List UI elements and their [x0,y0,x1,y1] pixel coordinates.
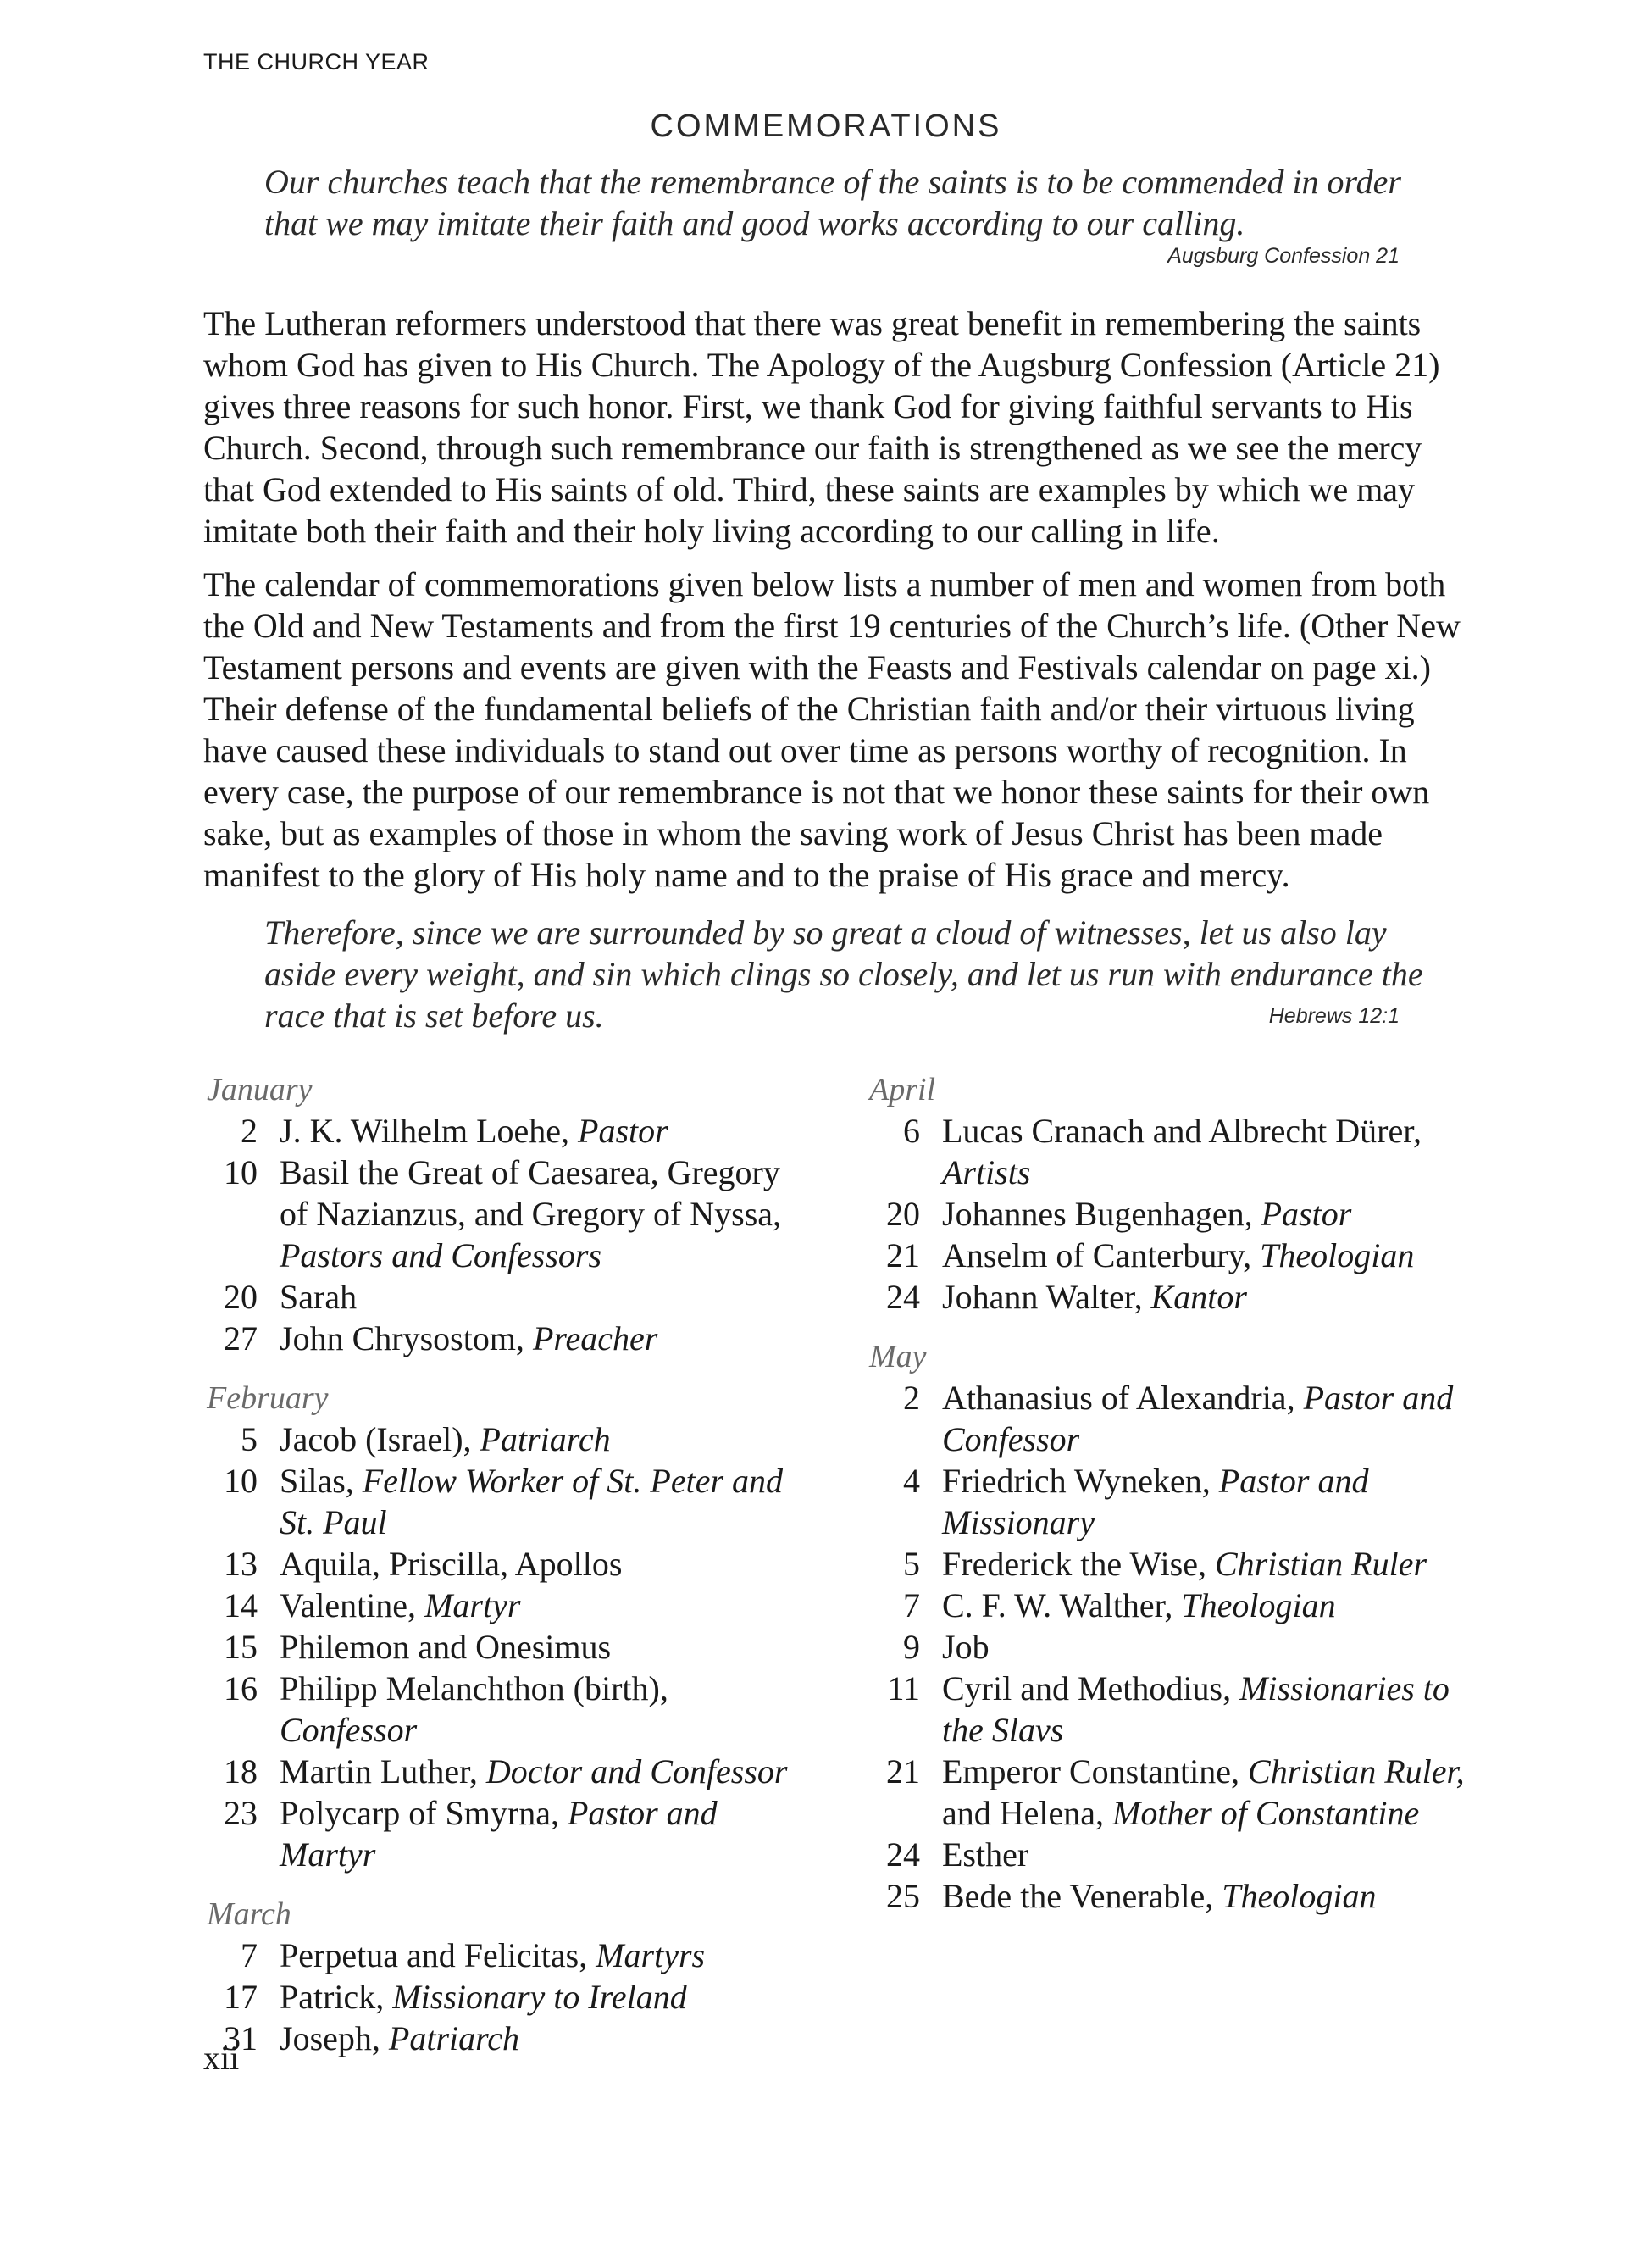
entry-day: 14 [224,1586,258,1624]
commemoration-entry [203,1626,813,1668]
entry-text [920,1377,1476,1460]
scripture-quote: Therefore, since we are surrounded by so great a cloud of witnesses, let us also lay aside every weight, and sin which clings so closely, and let us run with endurance the race that is set before us. [264,913,1423,1035]
commemoration-entry [866,1585,1476,1626]
page-title: COMMEMORATIONS [650,108,1002,144]
commemoration-entry [203,1152,813,1276]
commemoration-entry [866,1193,1476,1235]
entry-day: 27 [224,1319,258,1357]
entry-text [258,1318,813,1359]
month-heading: February [207,1380,329,1416]
entry-text [920,1585,1476,1626]
calendar-column-right [866,1069,1476,1935]
entry-text [920,1626,1476,1668]
commemoration-entry [203,1935,813,1976]
entry-title: Pastor and Martyr [280,1794,718,1874]
entry-text [258,1668,813,1751]
commemoration-entry [866,1543,1476,1585]
entry-name: Johann Walter, [942,1278,1151,1316]
entry-text [258,2018,813,2059]
entry-name: Johannes Bugenhagen, [942,1195,1261,1233]
commemoration-entry [866,1460,1476,1543]
entry-text [258,1626,813,1668]
entry-title: Pastor [578,1112,668,1150]
entry-day: 15 [224,1628,258,1666]
entry-name: and Helena, [942,1794,1113,1832]
entry-day: 10 [224,1462,258,1500]
entry-day: 10 [224,1153,258,1191]
entry-text [258,1460,813,1543]
entry-title: Pastor [1261,1195,1352,1233]
body-paragraph-2: The calendar of commemorations given below lists a number of men and women from both the Old and New Testaments and from the first 19 centuries of the Church’s life. (Other New Testament persons and events are given with the Feasts and Festivals calendar on page xi.) Their defense of the fundamental beliefs of the Christian faith and/or their virtuous living have caused these individuals to stand out over time as persons worthy of recognition. In every case, the purpose of our remembrance is not that we honor these saints for their own sake, but as examples of those in whom the saving work of Jesus Christ has been made manifest to the glory of His holy name and to the praise of His grace and mercy. [203,565,1461,894]
entry-text [920,1460,1476,1543]
commemoration-entry [866,1377,1476,1460]
entry-title: Pastors and Confessors [280,1236,602,1274]
month-heading: March [207,1896,291,1932]
month-block [203,1378,813,1875]
entry-day: 25 [886,1877,920,1915]
entry-name: Esther [942,1835,1029,1874]
commemoration-entry [203,1543,813,1585]
commemoration-entry [203,1110,813,1152]
entry-day: 20 [886,1195,920,1233]
entry-title: Missionary to Ireland [392,1978,687,2016]
entry-text [258,1935,813,1976]
commemoration-entry [203,1585,813,1626]
month-heading: April [869,1072,936,1108]
entry-text [920,1276,1476,1318]
commemoration-entry [866,1751,1476,1834]
entry-day: 24 [886,1835,920,1874]
entry-title: Martyrs [596,1936,706,1974]
entry-day: 16 [224,1669,258,1707]
entry-text [920,1235,1476,1276]
calendar-column-left [203,1069,813,2078]
entry-day: 5 [903,1545,920,1583]
entry-title: Fellow Worker of St. Peter and St. Paul [280,1462,784,1541]
entry-text [258,1276,813,1318]
entry-text [920,1751,1476,1834]
entry-name: Valentine, [280,1586,425,1624]
entry-name: Philipp Melanchthon (birth), [280,1669,668,1707]
entry-day: 9 [903,1628,920,1666]
commemoration-entry [866,1110,1476,1193]
entry-text [258,1152,813,1276]
commemoration-entry [203,1751,813,1792]
entry-name: Anselm of Canterbury, [942,1236,1261,1274]
entry-name: Cyril and Methodius, [942,1669,1240,1707]
entry-title: Martyr [424,1586,521,1624]
entry-text [258,1418,813,1460]
entry-name: Philemon and Onesimus [280,1628,612,1666]
entry-text [920,1193,1476,1235]
entry-name: Bede the Venerable, [942,1877,1222,1915]
entry-text [258,1585,813,1626]
entry-day: 17 [224,1978,258,2016]
page-number: xii [203,2039,240,2077]
commemoration-entry [866,1834,1476,1875]
entry-title: Theologian [1260,1236,1415,1274]
entry-name: Jacob (Israel), [280,1420,480,1458]
entry-day: 2 [903,1379,920,1417]
commemoration-entry [203,1668,813,1751]
entry-day: 4 [903,1462,920,1500]
commemoration-entry [203,1792,813,1875]
entry-name: Athanasius of Alexandria, [942,1379,1304,1417]
entry-day: 21 [886,1752,920,1790]
entry-day: 13 [224,1545,258,1583]
epigraph-quote: Our churches teach that the remembrance of the saints is to be commended in order that we may imitate their faith and good works according to our calling. [264,163,1401,242]
epigraph-citation: Augsburg Confession 21 [1167,244,1400,268]
commemoration-entry [866,1626,1476,1668]
entry-name: Silas, [280,1462,363,1500]
entry-day: 20 [224,1278,258,1316]
entry-title: Pastor and Missionary [942,1462,1369,1541]
month-block [866,1336,1476,1917]
month-heading: May [869,1339,927,1374]
entry-name: Martin Luther, [280,1752,486,1790]
commemoration-entry [866,1875,1476,1917]
entry-text [258,1792,813,1875]
entry-text [258,1543,813,1585]
entry-name: Job [942,1628,990,1666]
commemoration-entry [203,2018,813,2059]
entry-title: Preacher [532,1319,658,1357]
entry-title: Confessor [280,1711,418,1749]
entry-name: J. K. Wilhelm Loehe, [280,1112,579,1150]
entry-name: John Chrysostom, [280,1319,533,1357]
entry-name: Lucas Cranach and Albrecht Dürer, [942,1112,1422,1150]
entry-title: Christian Ruler, [1248,1752,1465,1790]
entry-name: Sarah [280,1278,358,1316]
entry-text [258,1976,813,2018]
commemoration-entry [203,1418,813,1460]
entry-name: Patrick, [280,1978,393,2016]
month-block [203,1894,813,2059]
entry-name: Friedrich Wyneken, [942,1462,1219,1500]
entry-name: C. F. W. Walther, [942,1586,1182,1624]
entry-title: Theologian [1222,1877,1377,1915]
entry-text [920,1110,1476,1193]
entry-day: 5 [241,1420,258,1458]
scripture-citation: Hebrews 12:1 [1268,1004,1400,1028]
entry-day: 21 [886,1236,920,1274]
entry-name: Basil the Great of Caesarea, Gregory of Nazianzus, and Gregory of Nyssa, [280,1153,782,1233]
entry-title: Artists [942,1153,1031,1191]
entry-text [920,1875,1476,1917]
entry-text [920,1668,1476,1751]
entry-title: Patriarch [388,2019,519,2057]
running-head: THE CHURCH YEAR [203,49,430,75]
entry-text [920,1834,1476,1875]
entry-day: 11 [887,1669,920,1707]
entry-title: Patriarch [480,1420,611,1458]
entry-name: Perpetua and Felicitas, [280,1936,596,1974]
entry-name: Joseph, [280,2019,389,2057]
entry-name: Polycarp of Smyrna, [280,1794,568,1832]
entry-day: 18 [224,1752,258,1790]
entry-title: Kantor [1150,1278,1247,1316]
commemoration-entry [203,1276,813,1318]
entry-title: Missionaries to the Slavs [942,1669,1450,1749]
entry-text [258,1110,813,1152]
body-paragraph-1: The Lutheran reformers understood that there was great benefit in remembering the saints whom God has given to His Church. The Apology of the Augsburg Confession (Article 21) gives three reasons for such honor. First, we thank God for giving faithful servants to His Church. Second, through such remembrance our faith is strengthened as we see the mercy that God extended to His saints of old. Third, these saints are examples by which we may imitate both their faith and their holy living according to our calling in life. [203,304,1440,550]
entry-title: Doctor and Confessor [485,1752,788,1790]
entry-title: Theologian [1181,1586,1336,1624]
entry-title: Christian Ruler [1215,1545,1427,1583]
entry-day: 31 [224,2019,258,2057]
entry-day: 7 [903,1586,920,1624]
entry-day: 23 [224,1794,258,1832]
entry-day: 7 [241,1936,258,1974]
entry-day: 24 [886,1278,920,1316]
entry-text [920,1543,1476,1585]
month-block [203,1069,813,1359]
entry-text [258,1751,813,1792]
commemoration-entry [203,1976,813,2018]
commemoration-entry [866,1235,1476,1276]
entry-title: Mother of Constantine [1112,1794,1420,1832]
entry-day: 2 [241,1112,258,1150]
commemoration-entry [203,1460,813,1543]
entry-day: 6 [903,1112,920,1150]
month-block [866,1069,1476,1318]
entry-name: Aquila, Priscilla, Apollos [280,1545,623,1583]
entry-title: Pastor and Confessor [942,1379,1454,1458]
commemoration-entry [866,1276,1476,1318]
commemoration-entry [866,1668,1476,1751]
commemoration-entry [203,1318,813,1359]
month-heading: January [207,1072,313,1108]
entry-name: Frederick the Wise, [942,1545,1215,1583]
entry-name: Emperor Constantine, [942,1752,1249,1790]
